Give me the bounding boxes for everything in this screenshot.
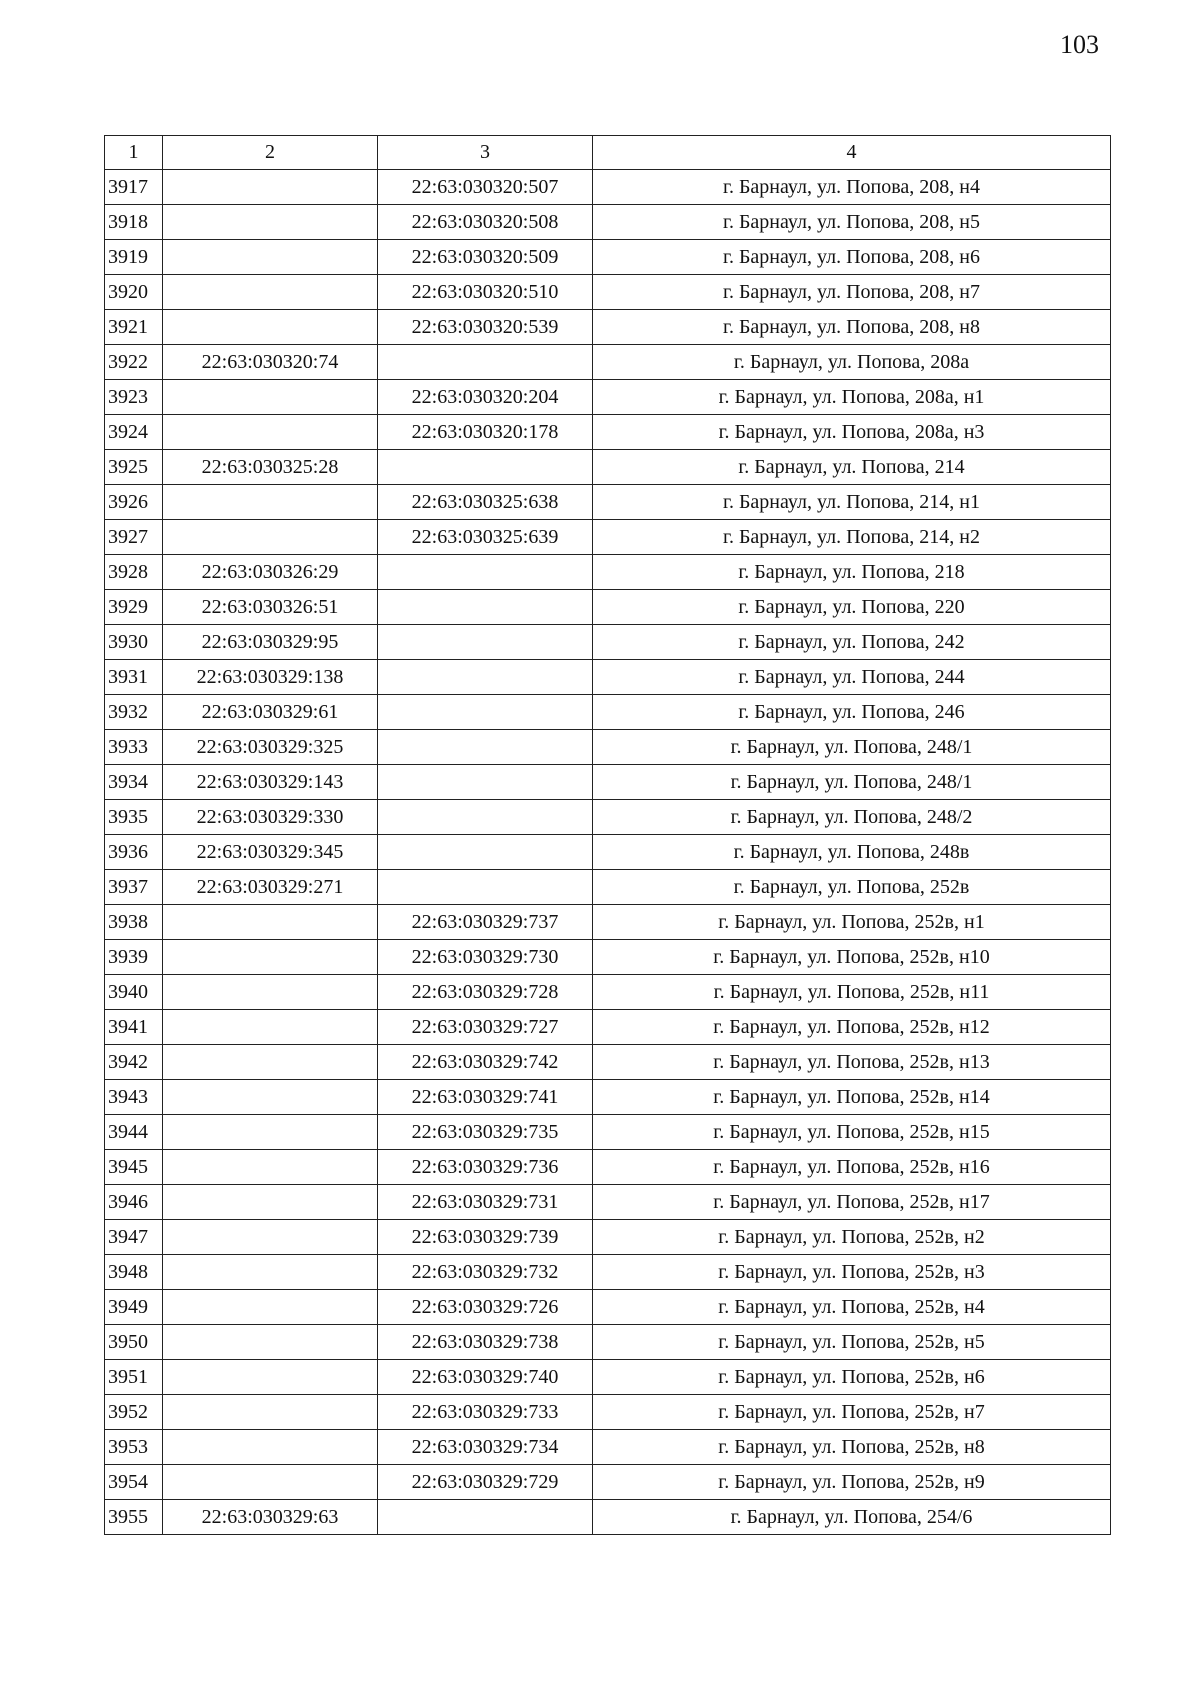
- table-row: [105, 415, 1111, 450]
- building-cadastral-number-cell: [378, 660, 593, 695]
- building-cadastral-number-cell: 22:63:030329:738: [378, 1325, 593, 1360]
- land-cadastral-number-cell: [163, 1465, 378, 1500]
- land-cadastral-number-cell: [163, 975, 378, 1010]
- building-cadastral-number-cell: 22:63:030320:539: [378, 310, 593, 345]
- building-cadastral-number-cell: [378, 765, 593, 800]
- building-cadastral-number-cell: 22:63:030329:740: [378, 1360, 593, 1395]
- building-cadastral-number-cell: [378, 555, 593, 590]
- address-cell: г. Барнаул, ул. Попова, 252в, н14: [593, 1080, 1111, 1115]
- table-row: [105, 1220, 1111, 1255]
- land-cadastral-number-cell: 22:63:030329:143: [163, 765, 378, 800]
- land-cadastral-number-cell: [163, 905, 378, 940]
- land-cadastral-number-cell: [163, 1360, 378, 1395]
- address-cell: г. Барнаул, ул. Попова, 214, н2: [593, 520, 1111, 555]
- column-header: 3: [378, 136, 593, 170]
- table-row: [105, 800, 1111, 835]
- address-cell: г. Барнаул, ул. Попова, 252в, н4: [593, 1290, 1111, 1325]
- table-row: [105, 205, 1111, 240]
- row-number-cell: 3949: [105, 1290, 163, 1325]
- table-row: [105, 1115, 1111, 1150]
- table-row: [105, 380, 1111, 415]
- building-cadastral-number-cell: 22:63:030325:639: [378, 520, 593, 555]
- land-cadastral-number-cell: 22:63:030320:74: [163, 345, 378, 380]
- row-number-cell: 3940: [105, 975, 163, 1010]
- address-cell: г. Барнаул, ул. Попова, 208, н5: [593, 205, 1111, 240]
- building-cadastral-number-cell: 22:63:030329:727: [378, 1010, 593, 1045]
- table-row: [105, 520, 1111, 555]
- building-cadastral-number-cell: 22:63:030325:638: [378, 485, 593, 520]
- land-cadastral-number-cell: [163, 240, 378, 275]
- land-cadastral-number-cell: [163, 310, 378, 345]
- row-number-cell: 3943: [105, 1080, 163, 1115]
- table-row: [105, 870, 1111, 905]
- table-row: [105, 660, 1111, 695]
- building-cadastral-number-cell: [378, 450, 593, 485]
- table-row: [105, 170, 1111, 205]
- address-cell: г. Барнаул, ул. Попова, 252в, н12: [593, 1010, 1111, 1045]
- address-cell: г. Барнаул, ул. Попова, 252в, н1: [593, 905, 1111, 940]
- row-number-cell: 3918: [105, 205, 163, 240]
- land-cadastral-number-cell: 22:63:030326:51: [163, 590, 378, 625]
- address-cell: г. Барнаул, ул. Попова, 252в, н6: [593, 1360, 1111, 1395]
- address-cell: г. Барнаул, ул. Попова, 218: [593, 555, 1111, 590]
- row-number-cell: 3928: [105, 555, 163, 590]
- building-cadastral-number-cell: 22:63:030329:737: [378, 905, 593, 940]
- building-cadastral-number-cell: 22:63:030329:736: [378, 1150, 593, 1185]
- building-cadastral-number-cell: [378, 625, 593, 660]
- land-cadastral-number-cell: 22:63:030329:330: [163, 800, 378, 835]
- land-cadastral-number-cell: [163, 1255, 378, 1290]
- address-cell: г. Барнаул, ул. Попова, 208, н8: [593, 310, 1111, 345]
- address-cell: г. Барнаул, ул. Попова, 252в, н11: [593, 975, 1111, 1010]
- address-cell: г. Барнаул, ул. Попова, 248/2: [593, 800, 1111, 835]
- land-cadastral-number-cell: 22:63:030329:95: [163, 625, 378, 660]
- building-cadastral-number-cell: 22:63:030329:730: [378, 940, 593, 975]
- address-cell: г. Барнаул, ул. Попова, 246: [593, 695, 1111, 730]
- building-cadastral-number-cell: 22:63:030329:732: [378, 1255, 593, 1290]
- land-cadastral-number-cell: [163, 520, 378, 555]
- row-number-cell: 3941: [105, 1010, 163, 1045]
- land-cadastral-number-cell: [163, 1115, 378, 1150]
- row-number-cell: 3937: [105, 870, 163, 905]
- row-number-cell: 3931: [105, 660, 163, 695]
- building-cadastral-number-cell: [378, 730, 593, 765]
- land-cadastral-number-cell: 22:63:030329:61: [163, 695, 378, 730]
- row-number-cell: 3938: [105, 905, 163, 940]
- table-row: [105, 1395, 1111, 1430]
- row-number-cell: 3944: [105, 1115, 163, 1150]
- land-cadastral-number-cell: [163, 380, 378, 415]
- address-cell: г. Барнаул, ул. Попова, 214, н1: [593, 485, 1111, 520]
- building-cadastral-number-cell: 22:63:030329:742: [378, 1045, 593, 1080]
- row-number-cell: 3953: [105, 1430, 163, 1465]
- building-cadastral-number-cell: [378, 1500, 593, 1535]
- land-cadastral-number-cell: [163, 1010, 378, 1045]
- row-number-cell: 3945: [105, 1150, 163, 1185]
- address-cell: г. Барнаул, ул. Попова, 252в, н16: [593, 1150, 1111, 1185]
- address-cell: г. Барнаул, ул. Попова, 252в, н9: [593, 1465, 1111, 1500]
- table-header-row: [105, 136, 1111, 170]
- table-body: [105, 170, 1111, 1535]
- table-row: [105, 590, 1111, 625]
- address-cell: г. Барнаул, ул. Попова, 208а: [593, 345, 1111, 380]
- address-cell: г. Барнаул, ул. Попова, 242: [593, 625, 1111, 660]
- land-cadastral-number-cell: [163, 170, 378, 205]
- address-cell: г. Барнаул, ул. Попова, 244: [593, 660, 1111, 695]
- row-number-cell: 3954: [105, 1465, 163, 1500]
- row-number-cell: 3926: [105, 485, 163, 520]
- building-cadastral-number-cell: 22:63:030329:741: [378, 1080, 593, 1115]
- table-row: [105, 1080, 1111, 1115]
- land-cadastral-number-cell: [163, 275, 378, 310]
- address-cell: г. Барнаул, ул. Попова, 248/1: [593, 730, 1111, 765]
- table-row: [105, 450, 1111, 485]
- building-cadastral-number-cell: 22:63:030329:733: [378, 1395, 593, 1430]
- row-number-cell: 3951: [105, 1360, 163, 1395]
- land-cadastral-number-cell: [163, 1185, 378, 1220]
- building-cadastral-number-cell: [378, 835, 593, 870]
- row-number-cell: 3919: [105, 240, 163, 275]
- land-cadastral-number-cell: [163, 1150, 378, 1185]
- land-cadastral-number-cell: 22:63:030329:63: [163, 1500, 378, 1535]
- land-cadastral-number-cell: 22:63:030329:138: [163, 660, 378, 695]
- table-row: [105, 1150, 1111, 1185]
- table-row: [105, 1430, 1111, 1465]
- row-number-cell: 3932: [105, 695, 163, 730]
- building-cadastral-number-cell: 22:63:030329:729: [378, 1465, 593, 1500]
- address-cell: г. Барнаул, ул. Попова, 252в, н2: [593, 1220, 1111, 1255]
- address-cell: г. Барнаул, ул. Попова, 248в: [593, 835, 1111, 870]
- land-cadastral-number-cell: [163, 1045, 378, 1080]
- table-row: [105, 1465, 1111, 1500]
- building-cadastral-number-cell: 22:63:030320:509: [378, 240, 593, 275]
- table-row: [105, 345, 1111, 380]
- building-cadastral-number-cell: 22:63:030329:735: [378, 1115, 593, 1150]
- column-header: 4: [593, 136, 1111, 170]
- table-row: [105, 625, 1111, 660]
- land-cadastral-number-cell: 22:63:030329:325: [163, 730, 378, 765]
- land-cadastral-number-cell: [163, 205, 378, 240]
- address-cell: г. Барнаул, ул. Попова, 252в, н15: [593, 1115, 1111, 1150]
- table-row: [105, 555, 1111, 590]
- building-cadastral-number-cell: 22:63:030320:508: [378, 205, 593, 240]
- table-row: [105, 1500, 1111, 1535]
- address-cell: г. Барнаул, ул. Попова, 208, н4: [593, 170, 1111, 205]
- building-cadastral-number-cell: [378, 345, 593, 380]
- table-row: [105, 835, 1111, 870]
- building-cadastral-number-cell: 22:63:030320:510: [378, 275, 593, 310]
- address-cell: г. Барнаул, ул. Попова, 252в: [593, 870, 1111, 905]
- row-number-cell: 3948: [105, 1255, 163, 1290]
- row-number-cell: 3950: [105, 1325, 163, 1360]
- row-number-cell: 3936: [105, 835, 163, 870]
- land-cadastral-number-cell: 22:63:030325:28: [163, 450, 378, 485]
- land-cadastral-number-cell: 22:63:030329:345: [163, 835, 378, 870]
- table-row: [105, 1255, 1111, 1290]
- building-cadastral-number-cell: 22:63:030320:204: [378, 380, 593, 415]
- row-number-cell: 3947: [105, 1220, 163, 1255]
- address-cell: г. Барнаул, ул. Попова, 208, н6: [593, 240, 1111, 275]
- building-cadastral-number-cell: 22:63:030320:178: [378, 415, 593, 450]
- row-number-cell: 3920: [105, 275, 163, 310]
- land-cadastral-number-cell: [163, 1290, 378, 1325]
- address-cell: г. Барнаул, ул. Попова, 252в, н17: [593, 1185, 1111, 1220]
- table-row: [105, 1325, 1111, 1360]
- row-number-cell: 3933: [105, 730, 163, 765]
- table-row: [105, 695, 1111, 730]
- table-row: [105, 1185, 1111, 1220]
- row-number-cell: 3917: [105, 170, 163, 205]
- table-row: [105, 485, 1111, 520]
- building-cadastral-number-cell: [378, 870, 593, 905]
- address-cell: г. Барнаул, ул. Попова, 252в, н13: [593, 1045, 1111, 1080]
- address-cell: г. Барнаул, ул. Попова, 252в, н3: [593, 1255, 1111, 1290]
- table-row: [105, 1290, 1111, 1325]
- land-cadastral-number-cell: [163, 1395, 378, 1430]
- address-cell: г. Барнаул, ул. Попова, 252в, н8: [593, 1430, 1111, 1465]
- registry-table: [104, 135, 1111, 1535]
- address-cell: г. Барнаул, ул. Попова, 208а, н3: [593, 415, 1111, 450]
- address-cell: г. Барнаул, ул. Попова, 254/6: [593, 1500, 1111, 1535]
- row-number-cell: 3925: [105, 450, 163, 485]
- address-cell: г. Барнаул, ул. Попова, 220: [593, 590, 1111, 625]
- land-cadastral-number-cell: [163, 1220, 378, 1255]
- row-number-cell: 3927: [105, 520, 163, 555]
- column-header: 1: [105, 136, 163, 170]
- row-number-cell: 3946: [105, 1185, 163, 1220]
- building-cadastral-number-cell: 22:63:030329:739: [378, 1220, 593, 1255]
- building-cadastral-number-cell: [378, 800, 593, 835]
- building-cadastral-number-cell: [378, 695, 593, 730]
- land-cadastral-number-cell: [163, 1325, 378, 1360]
- address-cell: г. Барнаул, ул. Попова, 248/1: [593, 765, 1111, 800]
- table-row: [105, 730, 1111, 765]
- row-number-cell: 3939: [105, 940, 163, 975]
- building-cadastral-number-cell: [378, 590, 593, 625]
- address-cell: г. Барнаул, ул. Попова, 252в, н10: [593, 940, 1111, 975]
- address-cell: г. Барнаул, ул. Попова, 208, н7: [593, 275, 1111, 310]
- table-row: [105, 975, 1111, 1010]
- row-number-cell: 3924: [105, 415, 163, 450]
- table-row: [105, 1360, 1111, 1395]
- building-cadastral-number-cell: 22:63:030329:731: [378, 1185, 593, 1220]
- address-cell: г. Барнаул, ул. Попова, 208а, н1: [593, 380, 1111, 415]
- table-row: [105, 1045, 1111, 1080]
- row-number-cell: 3929: [105, 590, 163, 625]
- row-number-cell: 3923: [105, 380, 163, 415]
- land-cadastral-number-cell: [163, 940, 378, 975]
- land-cadastral-number-cell: [163, 1080, 378, 1115]
- page-number: 103: [1060, 30, 1099, 59]
- row-number-cell: 3922: [105, 345, 163, 380]
- table-row: [105, 905, 1111, 940]
- row-number-cell: 3942: [105, 1045, 163, 1080]
- table-row: [105, 1010, 1111, 1045]
- building-cadastral-number-cell: 22:63:030329:726: [378, 1290, 593, 1325]
- row-number-cell: 3934: [105, 765, 163, 800]
- row-number-cell: 3955: [105, 1500, 163, 1535]
- row-number-cell: 3935: [105, 800, 163, 835]
- table-row: [105, 765, 1111, 800]
- land-cadastral-number-cell: [163, 485, 378, 520]
- address-cell: г. Барнаул, ул. Попова, 252в, н7: [593, 1395, 1111, 1430]
- address-cell: г. Барнаул, ул. Попова, 214: [593, 450, 1111, 485]
- row-number-cell: 3952: [105, 1395, 163, 1430]
- building-cadastral-number-cell: 22:63:030329:734: [378, 1430, 593, 1465]
- column-header: 2: [163, 136, 378, 170]
- address-cell: г. Барнаул, ул. Попова, 252в, н5: [593, 1325, 1111, 1360]
- row-number-cell: 3930: [105, 625, 163, 660]
- land-cadastral-number-cell: [163, 415, 378, 450]
- land-cadastral-number-cell: 22:63:030329:271: [163, 870, 378, 905]
- table-row: [105, 940, 1111, 975]
- table-row: [105, 310, 1111, 345]
- land-cadastral-number-cell: [163, 1430, 378, 1465]
- land-cadastral-number-cell: 22:63:030326:29: [163, 555, 378, 590]
- table-row: [105, 240, 1111, 275]
- building-cadastral-number-cell: 22:63:030329:728: [378, 975, 593, 1010]
- row-number-cell: 3921: [105, 310, 163, 345]
- table-row: [105, 275, 1111, 310]
- building-cadastral-number-cell: 22:63:030320:507: [378, 170, 593, 205]
